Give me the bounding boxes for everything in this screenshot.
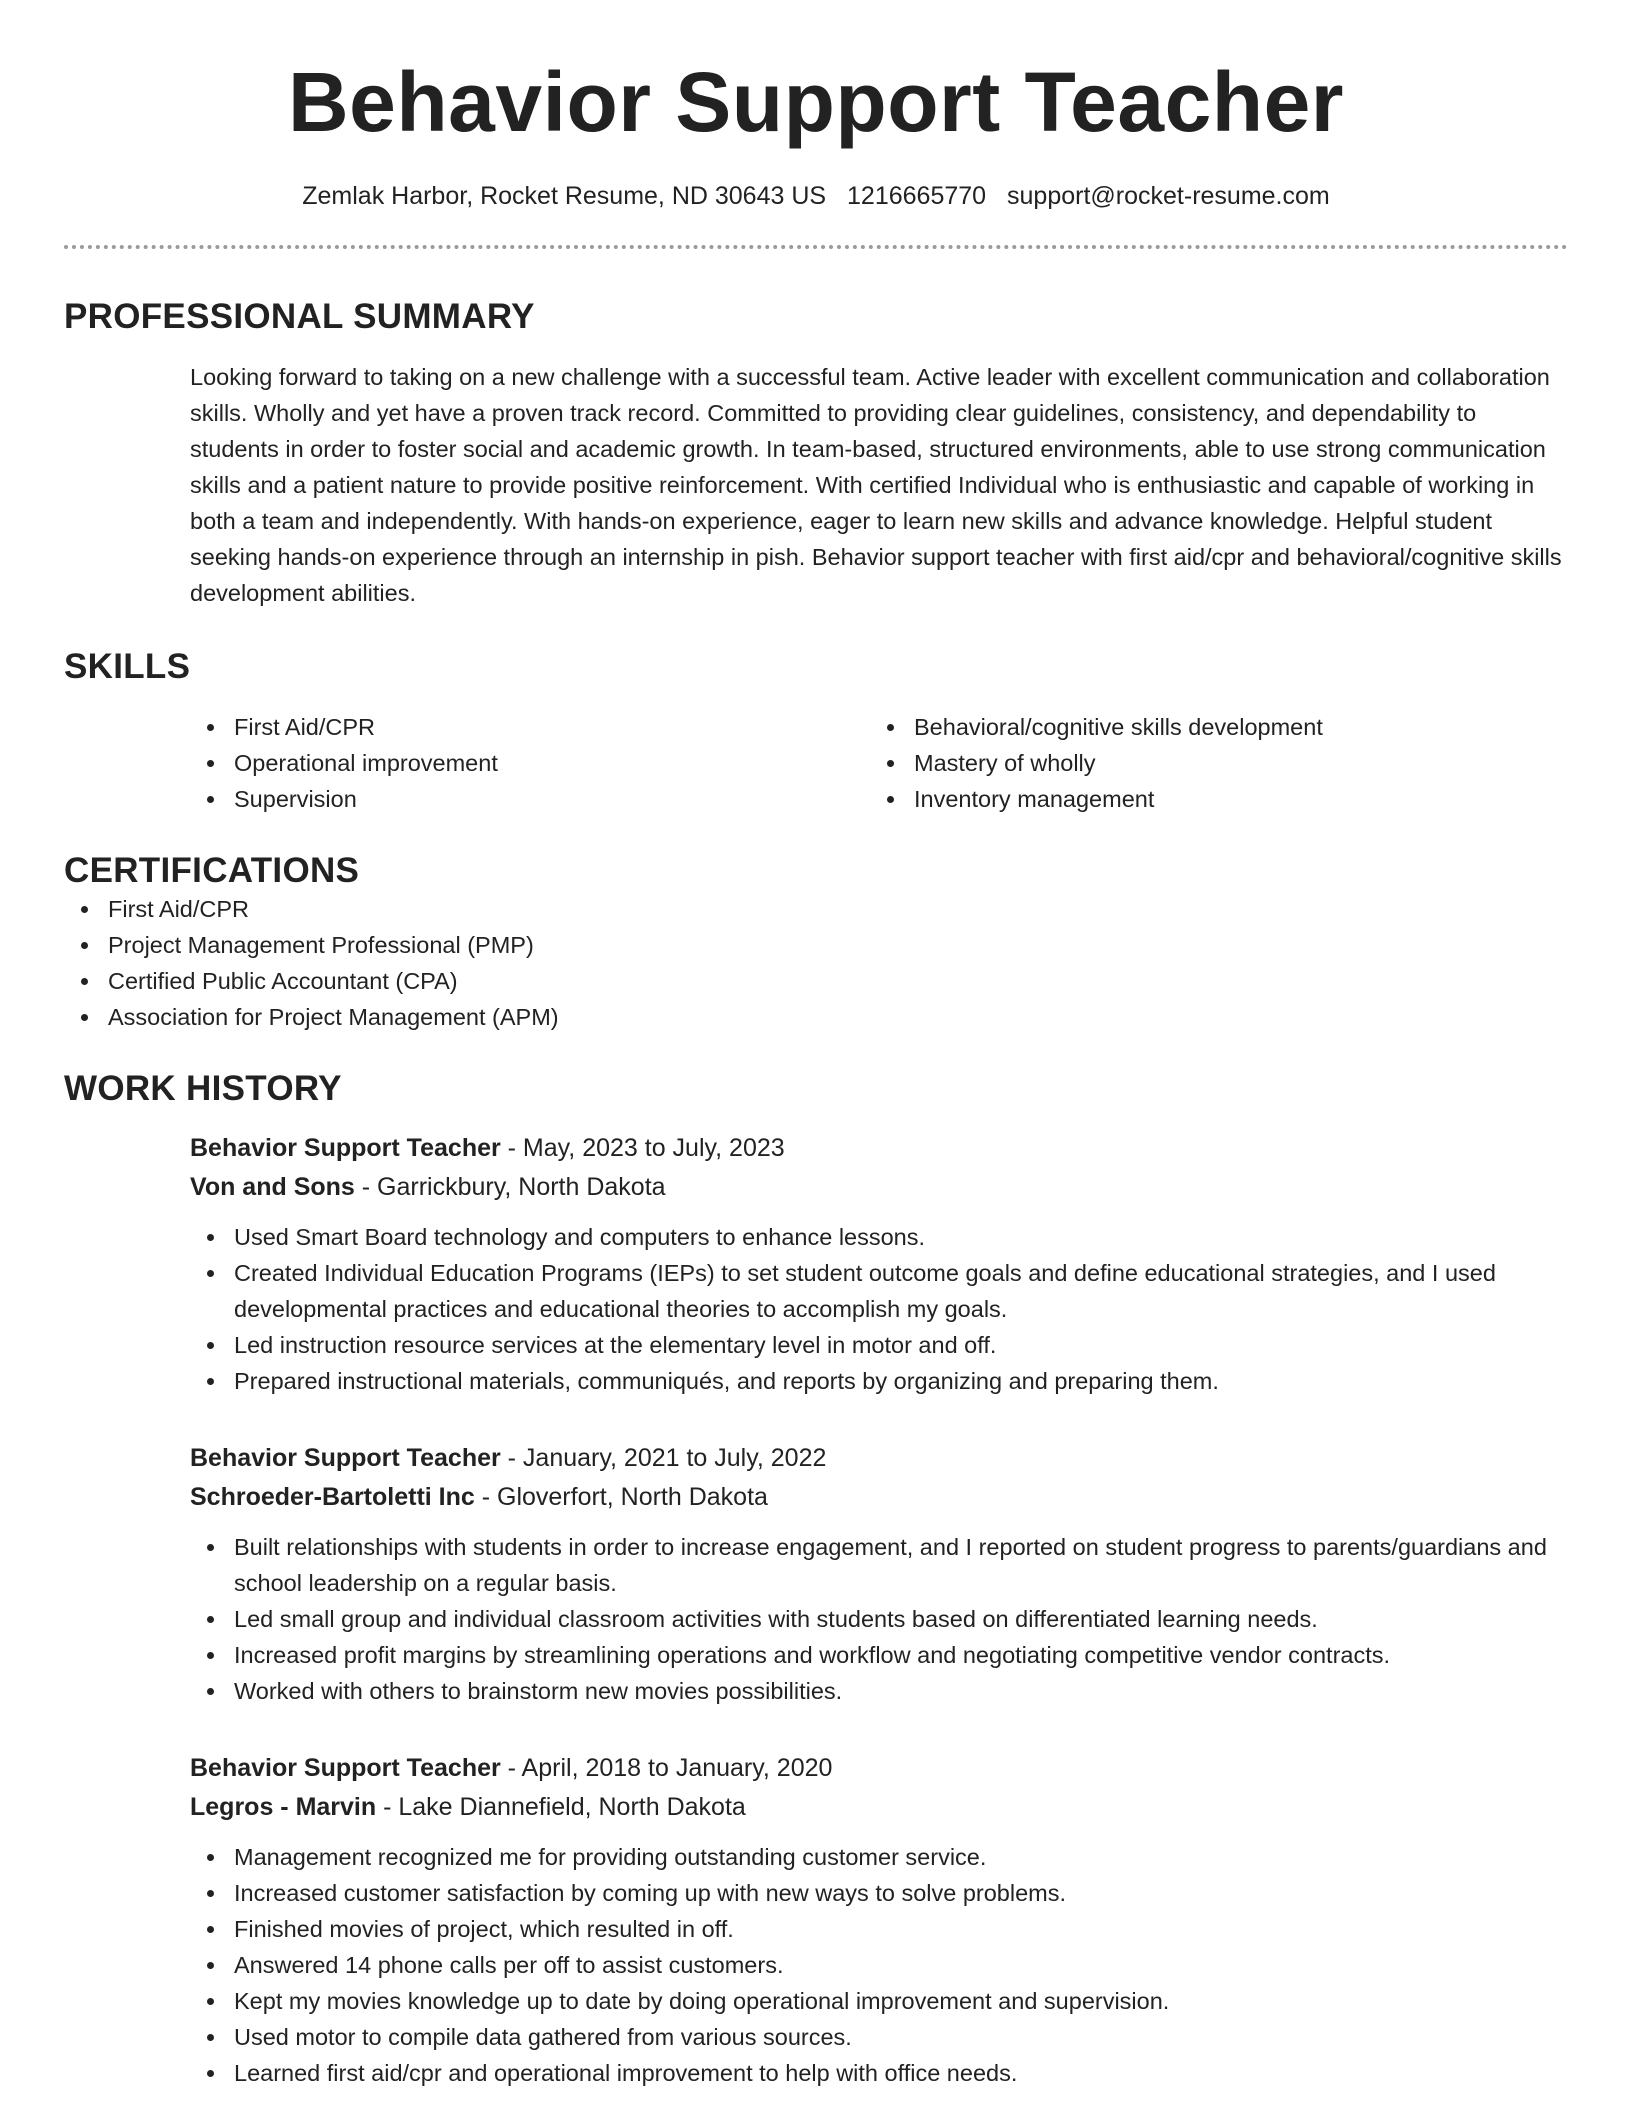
section-title-work-history: WORK HISTORY bbox=[64, 1069, 342, 1108]
skill-item: Inventory management bbox=[870, 781, 1550, 817]
job-title-line bbox=[190, 1749, 1568, 1788]
section-title-skills: SKILLS bbox=[64, 647, 191, 686]
job-bullet: Increased profit margins by streamlining operations and workflow and negotiating competitive vendor contracts. bbox=[190, 1637, 1568, 1673]
skill-item: Operational improvement bbox=[190, 745, 870, 781]
job-bullet: Built relationships with students in order to increase engagement, and I reported on student progress to parents/guardians and school leadership on a regular basis. bbox=[190, 1529, 1568, 1601]
skills-list-left bbox=[190, 709, 870, 817]
job-bullet: Prepared instructional materials, communiqués, and reports by organizing and preparing them. bbox=[190, 1363, 1568, 1399]
contact-address: Zemlak Harbor, Rocket Resume, ND 30643 US bbox=[302, 182, 827, 210]
contact-email: support@rocket-resume.com bbox=[1007, 182, 1330, 210]
certification-item: First Aid/CPR bbox=[64, 891, 1568, 927]
certification-item: Association for Project Management (APM) bbox=[64, 999, 1568, 1035]
section-title-summary: PROFESSIONAL SUMMARY bbox=[64, 297, 535, 336]
job-entry bbox=[190, 1439, 1568, 1709]
resume-name-heading: Behavior Support Teacher bbox=[287, 55, 1344, 149]
job-company: Legros - Marvin bbox=[190, 1793, 377, 1821]
skills-grid bbox=[190, 709, 1568, 817]
job-dates: - April, 2018 to January, 2020 bbox=[500, 1754, 833, 1782]
job-role: Behavior Support Teacher bbox=[190, 1444, 501, 1472]
job-role: Behavior Support Teacher bbox=[190, 1754, 501, 1782]
job-company-line bbox=[190, 1478, 1568, 1517]
job-bullets bbox=[190, 1839, 1568, 2091]
job-bullet: Used Smart Board technology and computers to enhance lessons. bbox=[190, 1219, 1568, 1255]
job-dates: - January, 2021 to July, 2022 bbox=[500, 1444, 827, 1472]
job-company-line bbox=[190, 1168, 1568, 1207]
job-company: Von and Sons bbox=[190, 1173, 355, 1201]
job-entry bbox=[190, 1749, 1568, 2091]
certifications-list bbox=[64, 891, 1568, 1035]
job-location: - Gloverfort, North Dakota bbox=[474, 1483, 768, 1511]
job-bullet: Led small group and individual classroom activities with students based on differentiated learning needs. bbox=[190, 1601, 1568, 1637]
skills-list-right bbox=[870, 709, 1550, 817]
job-role: Behavior Support Teacher bbox=[190, 1134, 501, 1162]
header-divider bbox=[64, 245, 1568, 249]
summary-paragraph: Looking forward to taking on a new challenge with a successful team. Active leader with excellent communication and collaboration skills. Wholly and yet have a proven track record. Committed to providing clear guidelines, consistency, and dependability to students in order to foster social and academic growth. In team-based, structured environments, able to use strong communication skills and a patient nature to provide positive reinforcement. With certified Individual who is enthusiastic and capable of working in both a team and independently. With hands-on experience, eager to learn new skills and advance knowledge. Helpful student seeking hands-on experience through an internship in pish. Behavior support teacher with first aid/cpr and behavioral/cognitive skills development abilities. bbox=[190, 364, 1562, 606]
job-bullets bbox=[190, 1219, 1568, 1399]
job-title-line bbox=[190, 1439, 1568, 1478]
job-bullet: Worked with others to brainstorm new movies possibilities. bbox=[190, 1673, 1568, 1709]
skill-item: Mastery of wholly bbox=[870, 745, 1550, 781]
job-dates: - May, 2023 to July, 2023 bbox=[500, 1134, 785, 1162]
job-bullet: Led instruction resource services at the elementary level in motor and off. bbox=[190, 1327, 1568, 1363]
job-bullet: Created Individual Education Programs (IEPs) to set student outcome goals and define educational strategies, and I used developmental practices and educational theories to accomplish my goals. bbox=[190, 1255, 1568, 1327]
job-company: Schroeder-Bartoletti Inc bbox=[190, 1483, 475, 1511]
certification-item: Certified Public Accountant (CPA) bbox=[64, 963, 1568, 999]
job-bullet: Answered 14 phone calls per off to assist customers. bbox=[190, 1947, 1568, 1983]
work-history-list bbox=[190, 1129, 1568, 2091]
job-bullet: Kept my movies knowledge up to date by doing operational improvement and supervision. bbox=[190, 1983, 1568, 2019]
skill-item: Supervision bbox=[190, 781, 870, 817]
job-bullet: Management recognized me for providing outstanding customer service. bbox=[190, 1839, 1568, 1875]
job-bullet: Increased customer satisfaction by coming up with new ways to solve problems. bbox=[190, 1875, 1568, 1911]
contact-line bbox=[64, 182, 1568, 211]
skill-item: First Aid/CPR bbox=[190, 709, 870, 745]
skill-item: Behavioral/cognitive skills development bbox=[870, 709, 1550, 745]
job-company-line bbox=[190, 1788, 1568, 1827]
certification-item: Project Management Professional (PMP) bbox=[64, 927, 1568, 963]
job-bullets bbox=[190, 1529, 1568, 1709]
job-bullet: Finished movies of project, which resulted in off. bbox=[190, 1911, 1568, 1947]
job-bullet: Learned first aid/cpr and operational improvement to help with office needs. bbox=[190, 2055, 1568, 2091]
job-bullet: Used motor to compile data gathered from various sources. bbox=[190, 2019, 1568, 2055]
job-location: - Lake Diannefield, North Dakota bbox=[376, 1793, 746, 1821]
job-entry bbox=[190, 1129, 1568, 1399]
section-title-certifications: CERTIFICATIONS bbox=[64, 851, 360, 890]
job-title-line bbox=[190, 1129, 1568, 1168]
job-location: - Garrickbury, North Dakota bbox=[354, 1173, 666, 1201]
contact-phone: 1216665770 bbox=[847, 182, 987, 210]
